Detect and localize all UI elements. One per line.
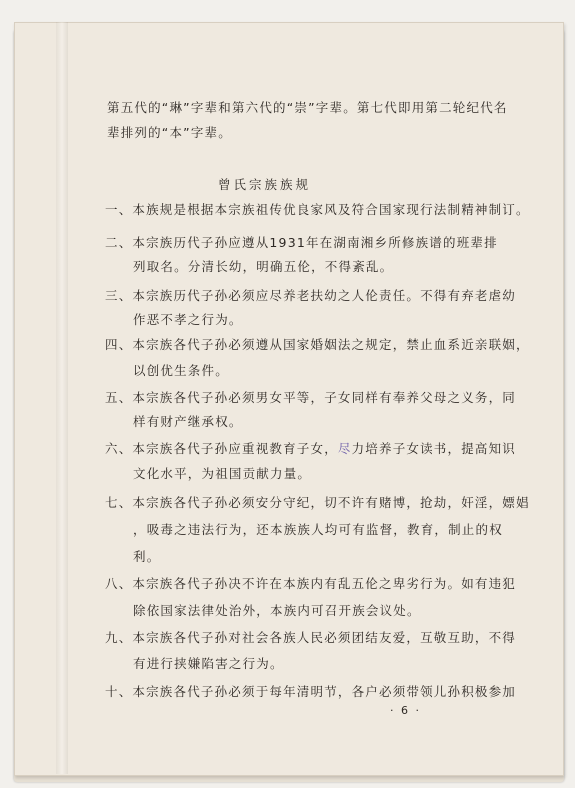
rule-6-line-1 <box>105 441 516 457</box>
rule-10-line-1: 十、本宗族各代子孙必须于每年清明节，各户必须带领儿孙积极参加 <box>105 684 517 699</box>
page-number: · 6 · <box>390 704 421 717</box>
rule-5-line-2: 样有财产继承权。 <box>133 414 243 429</box>
rule-7-line-2: ，吸毒之违法行为，还本族族人均可有监督，教育，制止的权 <box>133 522 503 537</box>
rule-1-line-1: 一、本族规是根据本宗族祖传优良家风及符合国家现行法制精神制订。 <box>105 202 530 217</box>
rule-7-line-1: 七、本宗族各代子孙必须安分守纪，切不许有赌博，抢劫，奸淫，嫖娼 <box>105 495 530 510</box>
rule-3-line-1: 三、本宗族历代子孙必须应尽养老扶幼之人伦责任。不得有弃老虐幼 <box>105 288 517 303</box>
rule-3-line-2: 作恶不孝之行为。 <box>133 312 243 327</box>
continuation-line-2: 辈排列的“本”字辈。 <box>107 125 232 140</box>
rule-9-line-2: 有进行挟嫌陷害之行为。 <box>133 656 284 671</box>
rule-6-line-1-part-a: 六、本宗族各代子孙应重视教育子女， <box>105 441 338 456</box>
rule-6-line-2: 文化水平，为祖国贡献力量。 <box>133 466 312 481</box>
rule-6-line-1-part-b: 力培养子女读书，提高知识 <box>351 441 517 456</box>
rule-4-line-1: 四、本宗族各代子孙必须遵从国家婚姻法之规定，禁止血系近亲联姻， <box>105 337 530 352</box>
rule-7-line-3: 利。 <box>133 549 161 564</box>
rule-4-line-2: 以创优生条件。 <box>133 363 229 378</box>
rule-2-line-2: 列取名。分清长幼，明确五伦，不得紊乱。 <box>133 259 394 274</box>
rule-9-line-1: 九、本宗族各代子孙对社会各族人民必须团结友爱，互敬互助，不得 <box>105 630 517 645</box>
rule-2-line-1: 二、本宗族历代子孙应遵从1931年在湖南湘乡所修族谱的班辈排 <box>105 235 498 250</box>
rule-5-line-1: 五、本宗族各代子孙必须男女平等，子女同样有奉养父母之义务，同 <box>105 390 517 405</box>
continuation-line-1: 第五代的“琳”字辈和第六代的“崇”字辈。第七代即用第二轮纪代名 <box>107 100 508 115</box>
page-title: 曾氏宗族族规 <box>218 177 312 192</box>
rule-8-line-2: 除依国家法律处治外，本族内可召开族会议处。 <box>133 603 421 618</box>
rule-6-handwritten-correction: 尽 <box>337 441 352 456</box>
rule-8-line-1: 八、本宗族各代子孙决不许在本族内有乱五伦之卑劣行为。如有违犯 <box>105 576 517 591</box>
